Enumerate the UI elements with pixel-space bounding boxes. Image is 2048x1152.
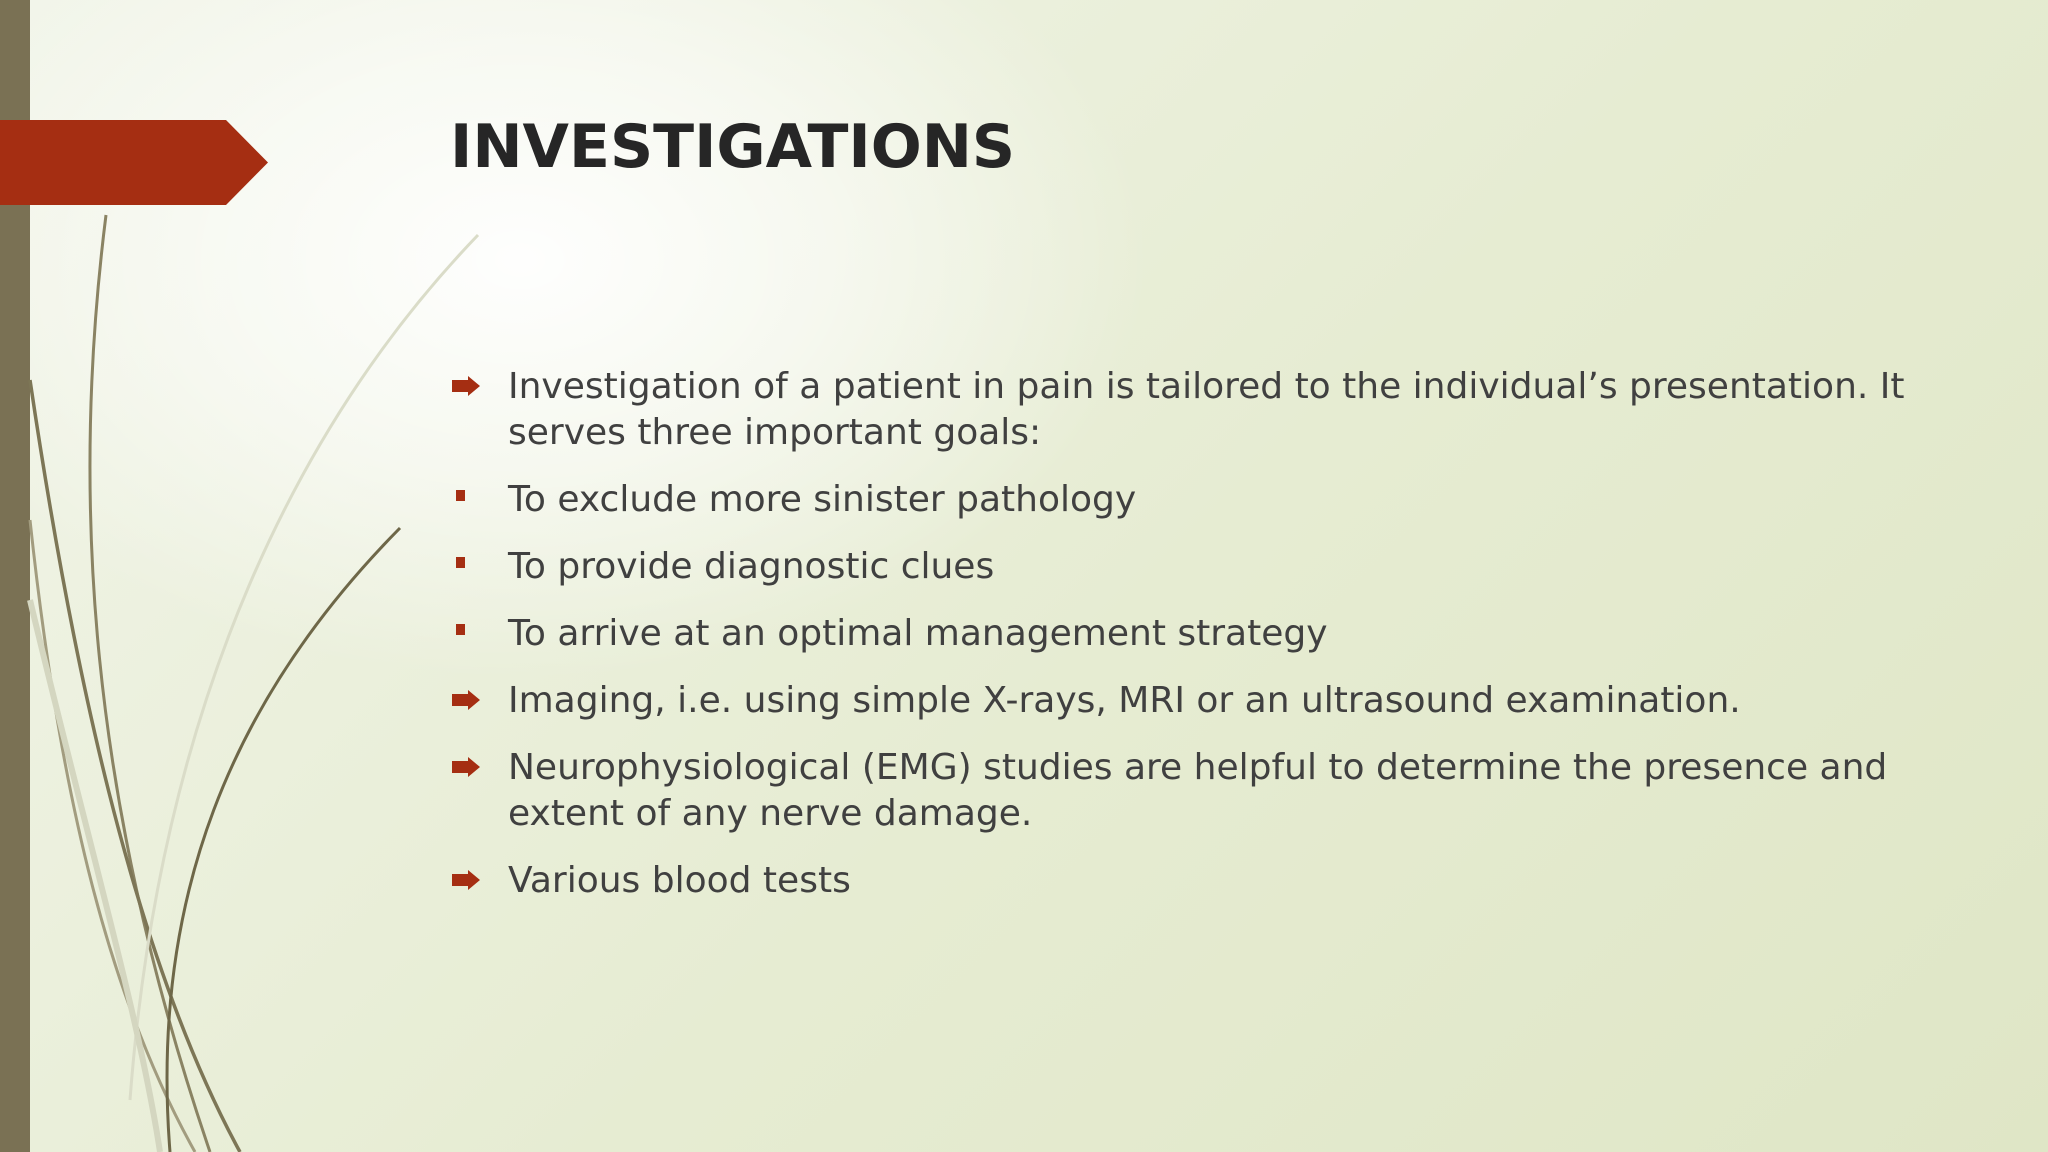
list-item-text: To provide diagnostic clues: [508, 546, 995, 587]
list-item: [452, 678, 1992, 724]
list-item-text: Imaging, i.e. using simple X-rays, MRI or an ultrasound examination.: [508, 680, 1741, 721]
square-icon: [456, 624, 465, 635]
list-item-text: Various blood tests: [508, 860, 851, 901]
list-item-text: Investigation of a patient in pain is tailored to the individual’s presentation. It serves three important goals:: [508, 366, 1905, 453]
arrow-icon: [452, 870, 480, 890]
list-item: [452, 611, 1992, 657]
list-item-text: To arrive at an optimal management strategy: [508, 613, 1328, 654]
arrow-icon: [452, 757, 480, 777]
list-item: [452, 544, 1992, 590]
list-item: [452, 477, 1992, 523]
list-item: [452, 858, 1992, 904]
list-item-text: Neurophysiological (EMG) studies are helpful to determine the presence and extent of any nerve damage.: [508, 747, 1888, 834]
square-icon: [456, 490, 465, 501]
arrow-icon: [452, 376, 480, 396]
bullet-list: [452, 364, 1992, 925]
list-item-text: To exclude more sinister pathology: [508, 479, 1137, 520]
list-item: [452, 364, 1992, 456]
square-icon: [456, 557, 465, 568]
arrow-icon: [452, 690, 480, 710]
title-tab-arrow: [0, 120, 268, 205]
title-tab-shape: [0, 120, 268, 205]
list-item: [452, 745, 1992, 837]
slide-title: INVESTIGATIONS: [450, 112, 1016, 182]
